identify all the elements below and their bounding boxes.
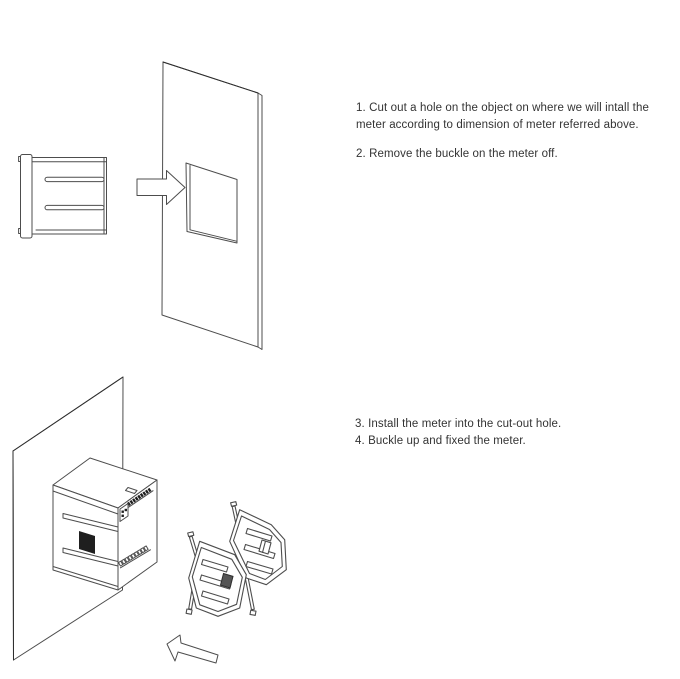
connector-pin: [122, 515, 124, 517]
instruction-step-4: 4. Buckle up and fixed the meter.: [355, 434, 526, 447]
mounting-panel: [162, 62, 262, 350]
diagram-meter-mounted-with-clips: [0, 370, 340, 679]
clip-rod-lower: [245, 578, 254, 610]
diagram-insert-meter-into-panel: [0, 0, 340, 360]
meter-body: [32, 158, 107, 235]
instruction-step-1-line-2: meter according to dimension of meter referred above.: [356, 118, 639, 131]
instructions-steps-3-4: [355, 416, 673, 449]
arrow-left-icon: [167, 635, 218, 663]
clip-rod-knob: [250, 610, 256, 615]
meter-front-bezel: [21, 155, 33, 239]
instruction-step-1-line-1: 1. Cut out a hole on the object on where we will intall the: [356, 102, 649, 114]
panel-left-edge: [13, 451, 14, 660]
instruction-step-3: 3. Install the meter into the cut-out hole.: [355, 418, 562, 430]
connector-pin: [125, 509, 127, 511]
meter-rail-slot-upper: [45, 177, 104, 181]
clip-rod-knob: [231, 502, 237, 507]
instruction-step-2: 2. Remove the buckle on the meter off.: [356, 148, 558, 160]
clip-rod-knob: [188, 532, 194, 537]
meter-3d-view: [53, 458, 157, 590]
meter-rail-slot-lower: [45, 205, 104, 209]
connector-pin: [122, 511, 124, 513]
clip-rod-knob: [186, 609, 192, 614]
paragraph-gap: [356, 133, 674, 146]
instructions-steps-1-2: [356, 100, 674, 163]
panel-thickness-edge: [258, 93, 262, 350]
meter-side-view: [19, 155, 107, 239]
